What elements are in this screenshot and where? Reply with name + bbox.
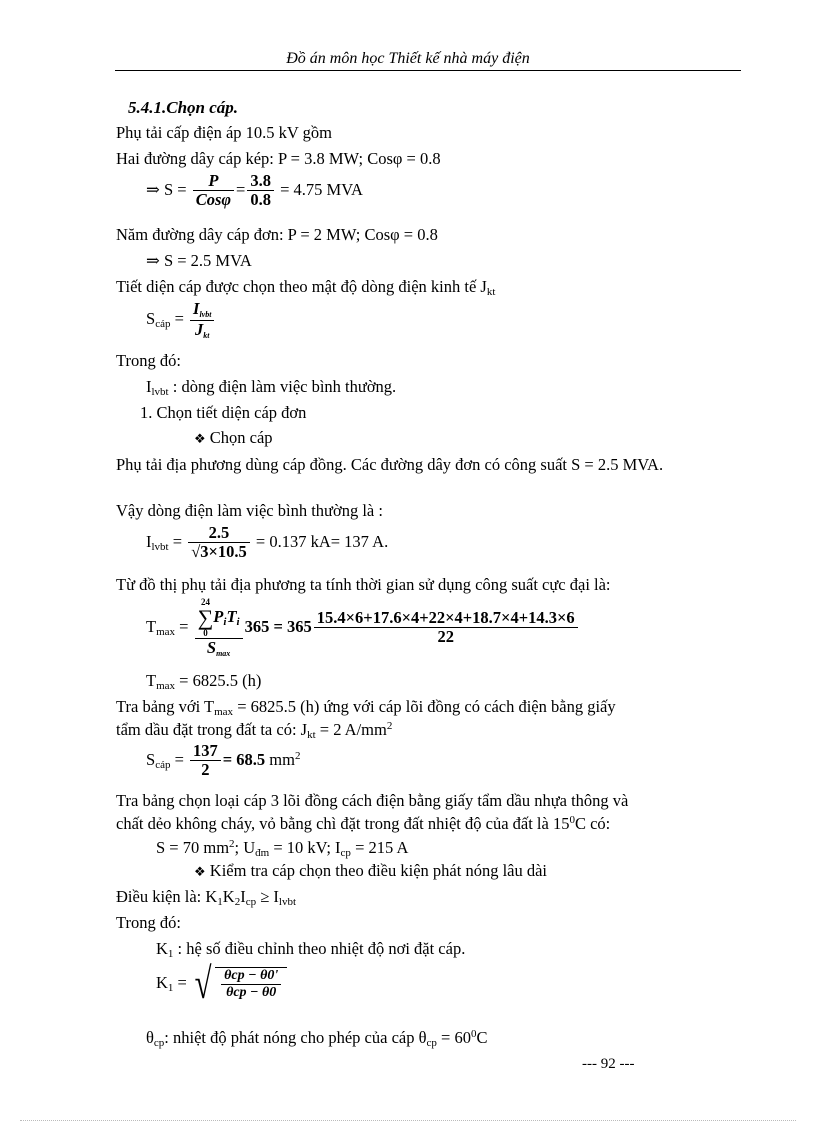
formula-text: = <box>175 616 189 636</box>
square-root <box>191 959 287 1008</box>
formula-text: mm <box>265 749 295 769</box>
text-line <box>156 940 465 961</box>
subscript: max <box>216 649 231 658</box>
text: = 6825.5 (h) ứng với cáp lõi đồng có cách điện bằng giấy <box>233 697 616 716</box>
formula-text: 365 = 365 <box>244 616 312 636</box>
formula-text: = <box>236 179 246 199</box>
text-line <box>116 720 392 742</box>
bullet-item <box>194 862 547 881</box>
text: C <box>476 1028 488 1047</box>
denominator: θcp − θ0 <box>226 984 277 1000</box>
superscript: 0 <box>569 814 575 826</box>
numerator: 137 <box>190 742 221 761</box>
subscript: 1 <box>167 981 174 994</box>
subscript: lvbt <box>151 386 169 398</box>
formula-text: = 0.137 kA= 137 A. <box>255 531 389 551</box>
text: Tiết diện cáp được chọn theo mật độ dòng điện kinh tế J <box>116 277 487 296</box>
sum-term: T <box>226 606 237 626</box>
fraction <box>247 172 274 210</box>
text: θ <box>146 1028 154 1047</box>
text-line: Trong đó: <box>116 913 181 932</box>
fraction <box>193 172 234 210</box>
formula-text: = <box>170 749 184 769</box>
subscript: kt <box>307 729 316 741</box>
text: Tra bảng với T <box>116 697 215 716</box>
text: = 2 A/mm <box>315 720 387 739</box>
subscript: cp <box>426 1037 437 1049</box>
subscript: lvbt <box>151 540 169 553</box>
text-line <box>116 814 610 834</box>
formula-tmax <box>146 598 580 658</box>
denominator: Cosφ <box>195 190 232 210</box>
page-number: --- 92 --- <box>582 1056 635 1072</box>
text-line <box>146 378 396 399</box>
fraction <box>190 742 221 780</box>
text-line <box>116 698 616 719</box>
formula-text: ⇒ S = <box>146 179 187 199</box>
subscript: cp <box>245 896 257 908</box>
list-item: 1. Chọn tiết diện cáp đơn <box>140 403 307 422</box>
fraction <box>221 968 281 1000</box>
text-line <box>116 278 495 299</box>
sum-lower-limit: 0 <box>203 628 208 638</box>
denominator: 2 <box>201 760 210 780</box>
denominator <box>188 543 250 562</box>
subscript: kt <box>486 286 496 298</box>
denominator: 0.8 <box>250 190 271 210</box>
text-line: Phụ tải cấp điện áp 10.5 kV gồm <box>116 123 332 142</box>
numerator <box>195 598 243 639</box>
formula-text: = <box>173 972 187 992</box>
numerator: θcp − θ0' <box>221 968 281 984</box>
subscript: kt <box>203 330 210 340</box>
subscript: cp <box>153 1037 165 1049</box>
text: I <box>146 377 152 396</box>
page-header: Đồ án môn học Thiết kế nhà máy điện <box>286 50 530 67</box>
numerator: 3.8 <box>247 172 274 191</box>
formula-s-double <box>146 172 363 210</box>
fraction <box>314 609 578 647</box>
text: Kiểm tra cáp chọn theo điều kiện phát nóng lâu dài <box>205 861 548 880</box>
text-line <box>156 838 408 860</box>
header-rule <box>115 70 741 71</box>
subscript: đm <box>255 847 270 859</box>
text: = 10 kV; I <box>269 838 341 857</box>
superscript: 2 <box>229 838 235 850</box>
subscript: lvbt <box>199 310 212 319</box>
numerator: P <box>193 172 234 191</box>
subscript: i <box>223 615 227 628</box>
formula-text: S <box>146 308 156 328</box>
formula-text: I <box>146 531 152 551</box>
text: I <box>240 887 246 906</box>
sum-upper-limit: 24 <box>200 597 210 607</box>
diamond-bullet-icon: ❖ <box>194 431 206 446</box>
formula-ilvbt <box>146 524 388 562</box>
bottom-border <box>20 1120 796 1121</box>
formula-text: S <box>146 749 156 769</box>
text: : dòng điện làm việc bình thường. <box>168 377 397 396</box>
subscript: max <box>156 680 176 692</box>
subscript: cáp <box>155 317 171 330</box>
text: T <box>146 671 157 690</box>
text-line <box>116 888 296 909</box>
fraction <box>190 300 214 340</box>
summation <box>198 598 214 638</box>
text: K <box>222 887 235 906</box>
sigma-icon: ∑ <box>197 605 214 630</box>
subscript: i <box>236 615 240 628</box>
subscript: 2 <box>234 896 241 908</box>
subscript: max <box>214 706 234 718</box>
text-line: Từ đồ thị phụ tải địa phương ta tính thời gian sử dụng công suất cực đại là: <box>116 575 611 594</box>
denominator: 22 <box>437 627 454 647</box>
formula-s-cap <box>146 300 216 340</box>
superscript: 2 <box>386 720 393 732</box>
diamond-bullet-icon: ❖ <box>194 864 206 879</box>
text: = 6825.5 (h) <box>175 671 262 690</box>
subscript: 1 <box>217 896 223 908</box>
text: : hệ số điều chỉnh theo nhiệt độ nơi đặt cáp. <box>173 939 466 958</box>
sum-term: P <box>213 606 224 626</box>
text-line <box>146 1028 487 1050</box>
text: tẩm dầu đặt trong đất ta có: J <box>116 720 308 739</box>
sqrt-text: √3 <box>191 542 209 562</box>
formula-text: = 68.5 <box>222 749 266 769</box>
formula-text: K <box>156 972 168 992</box>
text: K <box>156 939 168 958</box>
numerator: 2.5 <box>188 524 250 543</box>
bullet-item <box>194 429 273 448</box>
den-text: J <box>194 319 204 339</box>
text-line: Tra bảng chọn loại cáp 3 lõi đồng cách điện bằng giấy tẩm dầu nhựa thông và <box>116 791 629 810</box>
superscript: 0 <box>470 1028 477 1040</box>
radical-icon: √ <box>194 959 212 1008</box>
text-line: Vậy dòng điện làm việc bình thường là : <box>116 501 383 520</box>
num-text: I <box>193 299 200 318</box>
fraction <box>188 524 250 562</box>
text-line: ⇒ S = 2.5 MVA <box>146 251 252 270</box>
formula-s-cap-value <box>146 742 300 780</box>
subscript: lvbt <box>278 896 297 908</box>
text: C có: <box>574 814 611 833</box>
subscript: max <box>156 625 176 638</box>
subscript: cp <box>340 847 351 859</box>
text: chất dẻo không cháy, vỏ bằng chì đặt trong đất nhiệt độ của đất là 15 <box>116 814 570 833</box>
numerator: 15.4×6+17.6×4+22×4+18.7×4+14.3×6 <box>314 609 578 628</box>
formula-text: T <box>146 616 157 636</box>
subscript: 1 <box>167 948 174 960</box>
denominator <box>195 639 243 658</box>
formula-k1 <box>156 959 287 1008</box>
formula-text: = 4.75 MVA <box>280 179 363 199</box>
text: ≥ I <box>256 887 279 906</box>
superscript: 2 <box>294 749 301 762</box>
section-heading: 5.4.1.Chọn cáp. <box>128 98 239 117</box>
subscript: cáp <box>155 758 171 771</box>
text-line: Trong đó: <box>116 351 181 370</box>
radicand <box>215 967 287 1000</box>
text: S = 70 mm <box>156 838 230 857</box>
formula-text: = <box>174 308 184 328</box>
text: = 60 <box>436 1028 471 1047</box>
text: Chọn cáp <box>205 428 273 447</box>
paragraph: Phụ tải địa phương dùng cáp đồng. Các đường dây đơn có công suất S = 2.5 MVA. <box>116 455 664 474</box>
text-line <box>146 672 261 693</box>
text: : nhiệt độ phát nóng cho phép của cáp θ <box>164 1028 427 1047</box>
text: ; U <box>234 838 256 857</box>
denominator <box>190 321 214 340</box>
text-line: Năm đường dây cáp đơn: P = 2 MW; Cosφ = 0.8 <box>116 225 438 244</box>
den-text: S <box>206 638 217 657</box>
den-text: ×10.5 <box>208 542 247 562</box>
fraction <box>195 598 243 658</box>
numerator <box>190 300 214 321</box>
text: = 215 A <box>350 838 409 857</box>
text: Điều kiện là: K <box>116 887 218 906</box>
formula-text: = <box>168 531 183 551</box>
text-line: Hai đường dây cáp kép: P = 3.8 MW; Cosφ = 0.8 <box>116 149 441 168</box>
